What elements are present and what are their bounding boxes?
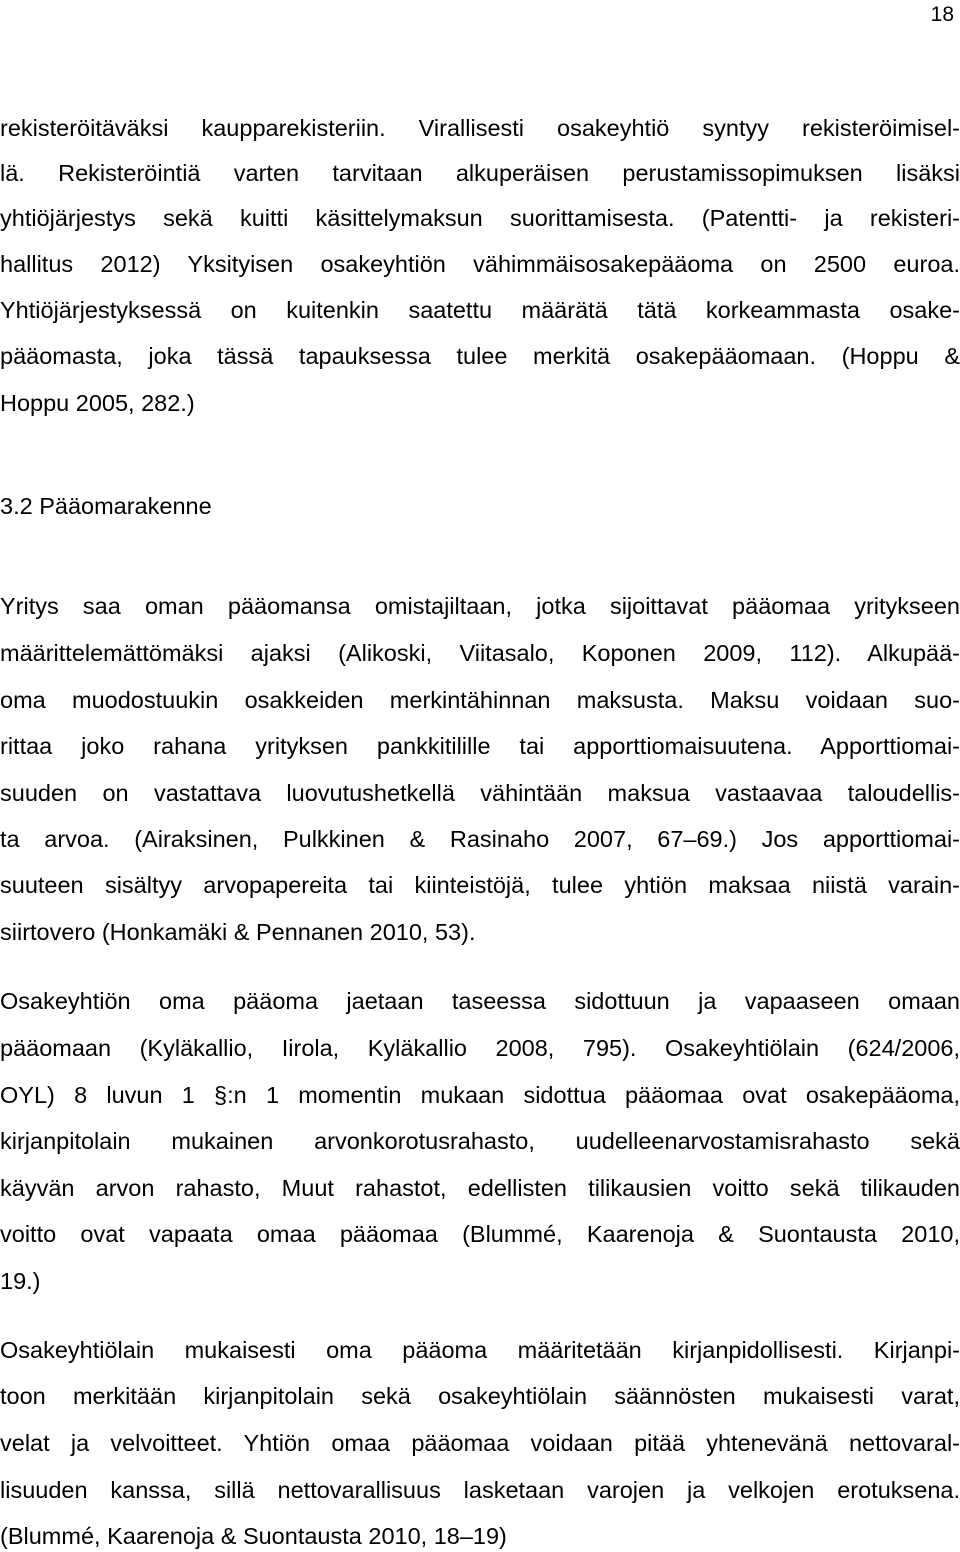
paragraph-4-line-4: lisuuden kanssa, sillä nettovarallisuus lasketaan varojen ja velkojen erotuksena. [0, 1477, 960, 1503]
paragraph-3-line-7: 19.) [0, 1268, 41, 1294]
paragraph-3-line-5: käyvän arvon rahasto, Muut rahastot, edellisten tilikausien voitto sekä tilikauden [0, 1175, 960, 1201]
paragraph-2-line-8: siirtovero (Honkamäki & Pennanen 2010, 53). [0, 919, 476, 945]
paragraph-1-line-2: lä. Rekisteröintiä varten tarvitaan alkuperäisen perustamissopimuksen lisäksi [0, 160, 960, 186]
paragraph-3-line-2: pääomaan (Kyläkallio, Iirola, Kyläkallio 2008, 795). Osakeyhtiölain (624/2006, [0, 1035, 960, 1061]
page-number: 18 [930, 3, 954, 26]
paragraph-1-line-4: hallitus 2012) Yksityisen osakeyhtiön vähimmäisosakepääoma on 2500 euroa. [0, 251, 960, 277]
paragraph-1-line-6: pääomasta, joka tässä tapauksessa tulee merkitä osakepääomaan. (Hoppu & [0, 343, 960, 369]
paragraph-1-line-5: Yhtiöjärjestyksessä on kuitenkin saatettu määrätä tätä korkeammasta osake- [0, 297, 960, 323]
paragraph-2-line-6: ta arvoa. (Airaksinen, Pulkkinen & Rasinaho 2007, 67–69.) Jos apporttiomai- [0, 826, 960, 852]
section-heading: 3.2 Pääomarakenne [0, 493, 212, 519]
paragraph-2-line-4: rittaa joko rahana yrityksen pankkitilille tai apporttiomaisuutena. Apporttiomai- [0, 733, 960, 759]
paragraph-1-line-1: rekisteröitäväksi kaupparekisteriin. Virallisesti osakeyhtiö syntyy rekisteröimisel- [0, 115, 960, 141]
paragraph-2-line-1: Yritys saa oman pääomansa omistajiltaan, jotka sijoittavat pääomaa yritykseen [0, 593, 960, 619]
paragraph-3-line-3: OYL) 8 luvun 1 §:n 1 momentin mukaan sidottua pääomaa ovat osakepääoma, [0, 1082, 960, 1108]
paragraph-2-line-3: oma muodostuukin osakkeiden merkintähinnan maksusta. Maksu voidaan suo- [0, 687, 960, 713]
paragraph-1-line-3: yhtiöjärjestys sekä kuitti käsittelymaksun suorittamisesta. (Patentti- ja rekisteri- [0, 205, 960, 231]
paragraph-4-line-1: Osakeyhtiölain mukaisesti oma pääoma määritetään kirjanpidollisesti. Kirjanpi- [0, 1337, 960, 1363]
paragraph-3-line-4: kirjanpitolain mukainen arvonkorotusrahasto, uudelleenarvostamisrahasto sekä [0, 1128, 960, 1154]
paragraph-2-line-2: määrittelemättömäksi ajaksi (Alikoski, Viitasalo, Koponen 2009, 112). Alkupää- [0, 640, 960, 666]
paragraph-2-line-7: suuteen sisältyy arvopapereita tai kiinteistöjä, tulee yhtiön maksaa niistä varain- [0, 872, 960, 898]
paragraph-3-line-1: Osakeyhtiön oma pääoma jaetaan taseessa sidottuun ja vapaaseen omaan [0, 988, 960, 1014]
paragraph-1-line-7: Hoppu 2005, 282.) [0, 390, 195, 416]
paragraph-2-line-5: suuden on vastattava luovutushetkellä vähintään maksua vastaavaa taloudellis- [0, 780, 960, 806]
paragraph-4-line-3: velat ja velvoitteet. Yhtiön omaa pääomaa voidaan pitää yhtenevänä nettovaral- [0, 1430, 960, 1456]
paragraph-3-line-6: voitto ovat vapaata omaa pääomaa (Blummé, Kaarenoja & Suontausta 2010, [0, 1221, 960, 1247]
paragraph-4-line-2: toon merkitään kirjanpitolain sekä osakeyhtiölain säännösten mukaisesti varat, [0, 1383, 960, 1409]
paragraph-4-line-5: (Blummé, Kaarenoja & Suontausta 2010, 18–19) [0, 1523, 507, 1549]
